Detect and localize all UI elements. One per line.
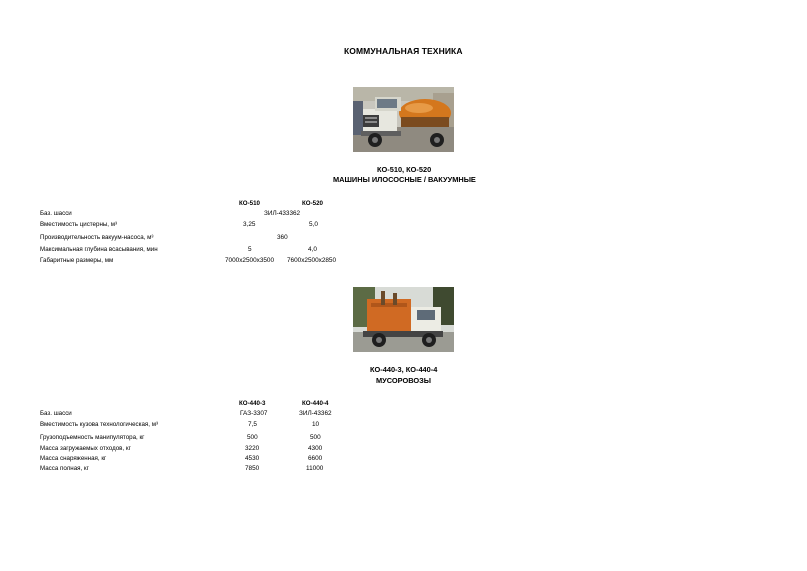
table2-row-value: 11000 — [306, 465, 324, 472]
table2-row-value: ГАЗ-3307 — [240, 410, 268, 417]
vacuum-truck-photo — [353, 87, 454, 152]
section2-subtitle: МУСОРОВОЗЫ — [376, 376, 432, 385]
table1-row-shared-value: 360 — [277, 234, 288, 241]
table2-row-value: 6600 — [308, 455, 323, 462]
table2-col-2: КО-440-4 — [302, 400, 329, 407]
table2-col-1: КО-440-3 — [239, 400, 266, 407]
table1-row-value: 7000x2500x3500 — [225, 257, 275, 264]
table1-row-label: Максимальная глубина всасывания, мин — [40, 246, 158, 253]
table2-row-value: 10 — [312, 421, 320, 428]
table2-row-value: 4300 — [308, 445, 323, 452]
table1-row-value: 5 — [248, 246, 252, 253]
table1-row-label: Баз. шасси — [40, 210, 72, 217]
table1-row-label: Вместимость цистерны, м³ — [40, 221, 118, 228]
table1-col-1: КО-510 — [239, 200, 260, 207]
table1-row-value: 3,25 — [243, 221, 256, 228]
table2-row-label: Вместимость кузова технологическая, м³ — [40, 421, 159, 428]
table1-row-shared-value: ЗИЛ-433362 — [264, 210, 301, 217]
table2-row-value: 7,5 — [248, 421, 257, 428]
table2-row-label: Масса снаряженная, кг — [40, 455, 107, 462]
table2-row-label: Масса загружаемых отходов, кг — [40, 445, 131, 452]
table1-row-label: Габаритные размеры, мм — [40, 257, 114, 264]
table2-row-value: 4530 — [245, 455, 260, 462]
table1-col-2: КО-520 — [302, 200, 323, 207]
section2-model: КО-440-3, КО-440-4 — [370, 365, 438, 374]
table2-row-value: ЗИЛ-43362 — [299, 410, 332, 417]
table1-row-value: 5,0 — [309, 221, 318, 228]
table2-row-value: 3220 — [245, 445, 260, 452]
table2-row-value: 7850 — [245, 465, 260, 472]
section1-subtitle: МАШИНЫ ИЛОСОСНЫЕ / ВАКУУМНЫЕ — [333, 175, 476, 184]
garbage-truck-photo — [353, 287, 454, 352]
table2-row-value: 500 — [247, 434, 258, 441]
table2-row-label: Грузоподъемность манипулятора, кг — [40, 434, 145, 441]
table2-row-value: 500 — [310, 434, 321, 441]
page-title: КОММУНАЛЬНАЯ ТЕХНИКА — [344, 46, 463, 56]
table1-row-value: 4,0 — [308, 246, 317, 253]
table1-row-value: 7600x2500x2850 — [287, 257, 337, 264]
table2-row-label: Баз. шасси — [40, 410, 72, 417]
table1-row-label: Производительность вакуум-насоса, м³ — [40, 234, 154, 241]
table2-row-label: Масса полная, кг — [40, 465, 89, 472]
section1-model: КО-510, КО-520 — [377, 165, 432, 174]
